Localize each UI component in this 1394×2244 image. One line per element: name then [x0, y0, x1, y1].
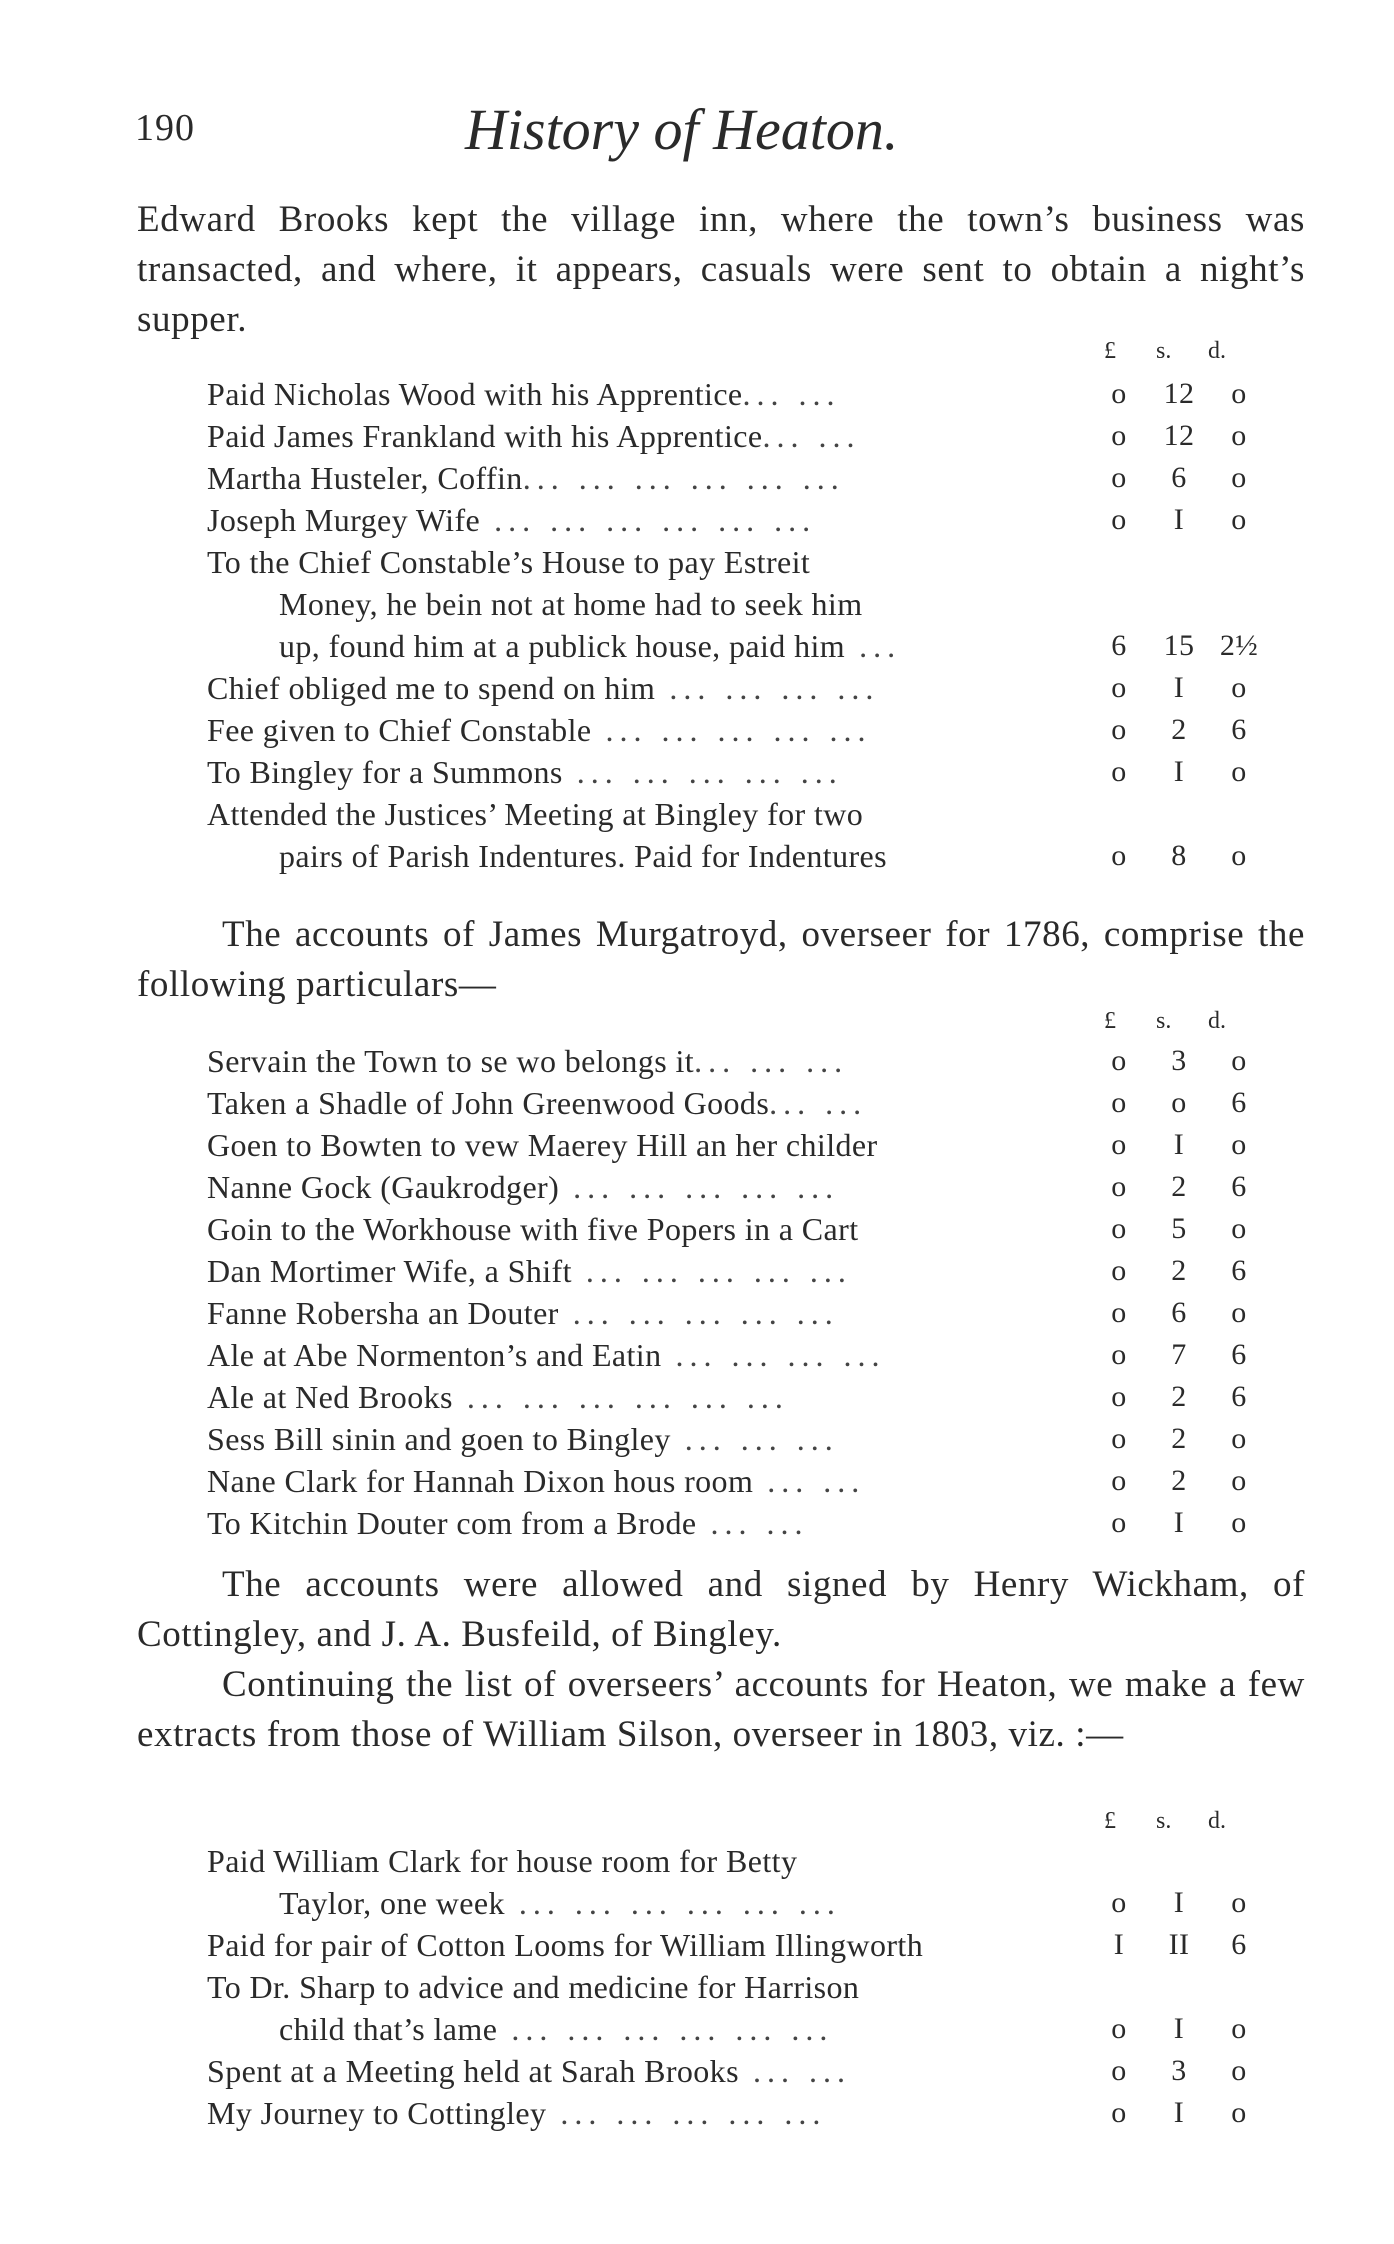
entry-description	[207, 415, 1077, 457]
pence-amount: o	[1231, 461, 1247, 494]
account-list-1	[207, 373, 1259, 877]
entry-description	[207, 1040, 1077, 1082]
entry-text: Servain the Town to se wo belongs it	[207, 1043, 695, 1079]
entry-description	[207, 373, 1077, 415]
entry-description	[207, 1460, 1077, 1502]
entry-text: Chief obliged me to spend on him	[207, 670, 656, 706]
entry-text: Dan Mortimer Wife, a Shift	[207, 1253, 572, 1289]
account-entry	[207, 1502, 1247, 1544]
entry-text: Joseph Murgey Wife	[207, 502, 481, 538]
pence-amount: 6	[1231, 1254, 1247, 1287]
shillings-label: s.	[1156, 1808, 1172, 1834]
entry-description	[207, 499, 1077, 541]
shillings-amount: 2	[1171, 713, 1187, 746]
entry-text: To Dr. Sharp to advice and medicine for Harrison	[207, 1969, 860, 2005]
entry-text: Taken a Shadle of John Greenwood Goods	[207, 1085, 770, 1121]
pounds-amount: o	[1111, 1296, 1127, 1329]
entry-text: Paid for pair of Cotton Looms for William Illingworth	[207, 1927, 924, 1963]
entry-description	[279, 1882, 1077, 1924]
pence-amount: o	[1231, 839, 1247, 872]
dot-leader: ... ... ... ... ...	[591, 712, 872, 748]
paragraph-allowed: The accounts were allowed and signed by Henry Wickham, of Cottingley, and J. A. Busfeild, of Bingley.	[137, 1564, 1305, 1655]
pence-amount: o	[1231, 377, 1247, 410]
dot-leader: ... ... ... ... ...	[559, 1169, 840, 1205]
entry-description	[207, 1124, 1077, 1166]
dot-leader: ...	[845, 628, 902, 664]
pounds-amount: o	[1111, 1254, 1127, 1287]
entry-description	[207, 1166, 1077, 1208]
entry-text: child that’s lame	[279, 2011, 498, 2047]
pounds-amount: o	[1111, 2012, 1127, 2045]
dot-leader: ... ...	[769, 1085, 868, 1121]
account-entry	[207, 373, 1247, 415]
shillings-amount: II	[1168, 1928, 1190, 1961]
pence-amount: o	[1231, 1422, 1247, 1455]
paragraph-murgatroyd: The accounts of James Murgatroyd, overseer for 1786, comprise the following particulars—	[137, 914, 1305, 1005]
account-entry	[207, 1250, 1247, 1292]
shillings-amount: 2	[1171, 1464, 1187, 1497]
shillings-amount: 6	[1171, 461, 1187, 494]
account-entry	[207, 457, 1247, 499]
currency-header	[1104, 338, 1244, 368]
account-entry	[207, 415, 1247, 457]
pence-amount: o	[1231, 2054, 1247, 2087]
shillings-amount: 3	[1171, 2054, 1187, 2087]
account-entry	[207, 1124, 1247, 1166]
entry-text: Sess Bill sinin and goen to Bingley	[207, 1421, 671, 1457]
account-list-2	[207, 1040, 1247, 1544]
pounds-amount: I	[1113, 1928, 1125, 1961]
account-entry	[207, 2050, 1247, 2092]
dot-leader: ... ...	[762, 418, 861, 454]
page-header	[135, 96, 1305, 166]
entry-description	[207, 1840, 1077, 1882]
account-entry	[207, 1166, 1247, 1208]
pounds-amount: o	[1111, 1422, 1127, 1455]
shillings-amount: 2	[1171, 1254, 1187, 1287]
pence-amount: o	[1231, 1212, 1247, 1245]
entry-description	[279, 835, 1077, 877]
pence-amount: 2½	[1219, 629, 1259, 662]
entry-text: Money, he bein not at home had to seek him	[279, 586, 863, 622]
pounds-amount: o	[1111, 2096, 1127, 2129]
entry-description	[207, 541, 1077, 583]
entry-text: Paid James Frankland with his Apprentice	[207, 418, 763, 454]
pence-amount: o	[1231, 1464, 1247, 1497]
shillings-amount: 8	[1171, 839, 1187, 872]
entry-description	[207, 1334, 1077, 1376]
pounds-amount: o	[1111, 503, 1127, 536]
pounds-amount: o	[1111, 755, 1127, 788]
entry-description	[207, 1376, 1077, 1418]
paragraph-silson: Continuing the list of overseers’ accounts for Heaton, we make a few extracts from those of William Silson, overseer in 1803, viz. :—	[137, 1664, 1305, 1755]
dot-leader: ... ...	[738, 2053, 851, 2089]
entry-text: Fee given to Chief Constable	[207, 712, 592, 748]
account-entry	[207, 625, 1259, 667]
intro-paragraph: Edward Brooks kept the village inn, where the town’s business was transacted, and where, it appears, casuals were sent to obtain a night’s supper.	[137, 199, 1305, 340]
currency-header-2	[1104, 1008, 1244, 1038]
page-number: 190	[135, 107, 195, 149]
pounds-amount: o	[1111, 1338, 1127, 1371]
dot-leader: ... ...	[753, 1463, 866, 1499]
pence-amount: o	[1231, 671, 1247, 704]
pounds-label: £	[1104, 1808, 1116, 1834]
entry-description	[207, 709, 1077, 751]
account-entry	[207, 1882, 1247, 1924]
entry-description	[207, 1418, 1077, 1460]
shillings-amount: 2	[1171, 1422, 1187, 1455]
account-list-3	[207, 1840, 1247, 2134]
account-entry	[207, 1040, 1247, 1082]
entry-text: Taylor, one week	[279, 1885, 505, 1921]
pounds-label: £	[1104, 338, 1116, 364]
entry-description	[279, 2008, 1077, 2050]
dot-leader: ... ... ... ... ...	[546, 2095, 827, 2131]
account-entry	[207, 1460, 1247, 1502]
entry-description	[207, 1250, 1077, 1292]
entry-text: To the Chief Constable’s House to pay Estreit	[207, 544, 811, 580]
pence-amount: 6	[1231, 1086, 1247, 1119]
shillings-amount: 12	[1163, 377, 1195, 410]
account-entry	[207, 793, 1247, 835]
account-entry	[207, 709, 1247, 751]
dot-leader: ... ... ... ... ... ...	[504, 1885, 841, 1921]
pence-amount: 6	[1231, 713, 1247, 746]
pence-amount: o	[1231, 2012, 1247, 2045]
entry-description	[207, 2050, 1077, 2092]
shillings-amount: 3	[1171, 1044, 1187, 1077]
shillings-amount: 2	[1171, 1170, 1187, 1203]
entry-description	[207, 1966, 1077, 2008]
pence-amount: o	[1231, 503, 1247, 536]
pence-amount: 6	[1231, 1380, 1247, 1413]
pence-amount: o	[1231, 1044, 1247, 1077]
shillings-amount: I	[1173, 2012, 1185, 2045]
shillings-amount: I	[1173, 755, 1185, 788]
dot-leader: ... ... ... ... ... ...	[480, 502, 817, 538]
entry-text: Nanne Gock (Gaukrodger)	[207, 1169, 560, 1205]
shillings-label: s.	[1156, 1008, 1172, 1034]
shillings-amount: I	[1173, 2096, 1185, 2129]
dot-leader: ... ... ... ... ... ...	[522, 460, 845, 496]
dot-leader: ... ... ... ... ... ...	[452, 1379, 789, 1415]
dot-leader: ... ... ...	[670, 1421, 839, 1457]
pence-amount: o	[1231, 1296, 1247, 1329]
entry-description	[207, 667, 1077, 709]
dot-leader: ... ... ... ...	[661, 1337, 886, 1373]
entry-text: Nane Clark for Hannah Dixon hous room	[207, 1463, 754, 1499]
entry-description	[207, 1502, 1077, 1544]
dot-leader: ... ... ... ... ...	[562, 754, 843, 790]
shillings-label: s.	[1156, 338, 1172, 364]
pence-amount: o	[1231, 1886, 1247, 1919]
entry-text: Fanne Robersha an Douter	[207, 1295, 559, 1331]
entry-text: To Kitchin Douter com from a Brode	[207, 1505, 697, 1541]
entry-text: My Journey to Cottingley	[207, 2095, 547, 2131]
pence-amount: 6	[1231, 1338, 1247, 1371]
account-entry	[207, 1082, 1247, 1124]
pounds-amount: o	[1111, 1212, 1127, 1245]
pence-amount: o	[1231, 2096, 1247, 2129]
shillings-amount: I	[1173, 671, 1185, 704]
entry-text: Paid Nicholas Wood with his Apprentice	[207, 376, 743, 412]
account-entry	[207, 583, 1247, 625]
account-entry	[207, 667, 1247, 709]
pounds-amount: o	[1111, 1086, 1127, 1119]
pounds-amount: o	[1111, 2054, 1127, 2087]
pounds-amount: o	[1111, 713, 1127, 746]
entry-description	[207, 1082, 1077, 1124]
entry-description	[279, 625, 1077, 667]
pounds-amount: o	[1111, 1886, 1127, 1919]
account-entry	[207, 1334, 1247, 1376]
pounds-amount: o	[1111, 1128, 1127, 1161]
entry-text: up, found him at a publick house, paid him	[279, 628, 846, 664]
dot-leader: ... ... ...	[694, 1043, 849, 1079]
shillings-amount: 12	[1163, 419, 1195, 452]
shillings-amount: 15	[1163, 629, 1195, 662]
entry-text: Ale at Ned Brooks	[207, 1379, 453, 1415]
account-entry	[207, 1208, 1247, 1250]
pence-label: d.	[1208, 1008, 1226, 1034]
shillings-amount: 7	[1171, 1338, 1187, 1371]
pounds-amount: o	[1111, 839, 1127, 872]
pence-label: d.	[1208, 338, 1226, 364]
entry-description	[207, 1292, 1077, 1334]
pounds-amount: o	[1111, 1170, 1127, 1203]
account-entry	[207, 499, 1247, 541]
account-entry	[207, 1376, 1247, 1418]
dot-leader: ... ...	[742, 376, 841, 412]
entry-description	[207, 1208, 1077, 1250]
pounds-amount: 6	[1111, 629, 1127, 662]
entry-text: Spent at a Meeting held at Sarah Brooks	[207, 2053, 739, 2089]
account-entry	[207, 1292, 1247, 1334]
account-entry	[207, 2092, 1247, 2134]
entry-description	[207, 457, 1077, 499]
entry-text: Martha Husteler, Coffin	[207, 460, 523, 496]
shillings-amount: o	[1171, 1086, 1187, 1119]
shillings-amount: 6	[1171, 1296, 1187, 1329]
pence-amount: 6	[1231, 1928, 1247, 1961]
pounds-amount: o	[1111, 419, 1127, 452]
running-title: History of Heaton.	[465, 97, 899, 162]
pounds-label: £	[1104, 1008, 1116, 1034]
pounds-amount: o	[1111, 1464, 1127, 1497]
account-entry	[207, 1840, 1247, 1882]
entry-description	[207, 793, 1077, 835]
currency-header-3	[1104, 1808, 1244, 1838]
entry-text: Attended the Justices’ Meeting at Bingley for two	[207, 796, 864, 832]
entry-description	[207, 751, 1077, 793]
account-entry	[207, 751, 1247, 793]
pounds-amount: o	[1111, 671, 1127, 704]
dot-leader: ... ... ... ... ... ...	[497, 2011, 834, 2047]
pounds-amount: o	[1111, 1044, 1127, 1077]
entry-description	[207, 1924, 1077, 1966]
account-entry	[207, 2008, 1247, 2050]
entry-text: Ale at Abe Normenton’s and Eatin	[207, 1337, 662, 1373]
account-entry	[207, 835, 1247, 877]
dot-leader: ... ... ... ... ...	[571, 1253, 852, 1289]
dot-leader: ... ... ... ...	[655, 670, 880, 706]
pounds-amount: o	[1111, 1380, 1127, 1413]
account-entry	[207, 1966, 1247, 2008]
entry-text: Goin to the Workhouse with five Popers in a Cart	[207, 1211, 859, 1247]
pence-amount: 6	[1231, 1170, 1247, 1203]
dot-leader: ... ... ... ... ...	[558, 1295, 839, 1331]
shillings-amount: I	[1173, 1506, 1185, 1539]
dot-leader: ... ...	[696, 1505, 809, 1541]
entry-text: To Bingley for a Summons	[207, 754, 563, 790]
entry-text: pairs of Parish Indentures. Paid for Indentures	[279, 838, 887, 874]
entry-text: Goen to Bowten to vew Maerey Hill an her childer	[207, 1127, 878, 1163]
entry-description	[207, 2092, 1077, 2134]
pence-amount: o	[1231, 1506, 1247, 1539]
entry-description	[279, 583, 1077, 625]
shillings-amount: I	[1173, 503, 1185, 536]
account-entry	[207, 1418, 1247, 1460]
pence-amount: o	[1231, 419, 1247, 452]
shillings-amount: I	[1173, 1886, 1185, 1919]
shillings-amount: 5	[1171, 1212, 1187, 1245]
shillings-amount: 2	[1171, 1380, 1187, 1413]
pounds-amount: o	[1111, 1506, 1127, 1539]
account-entry	[207, 541, 1247, 583]
pence-amount: o	[1231, 755, 1247, 788]
shillings-amount: I	[1173, 1128, 1185, 1161]
pounds-amount: o	[1111, 377, 1127, 410]
account-entry	[207, 1924, 1247, 1966]
pence-label: d.	[1208, 1808, 1226, 1834]
pence-amount: o	[1231, 1128, 1247, 1161]
pounds-amount: o	[1111, 461, 1127, 494]
entry-text: Paid William Clark for house room for Betty	[207, 1843, 798, 1879]
